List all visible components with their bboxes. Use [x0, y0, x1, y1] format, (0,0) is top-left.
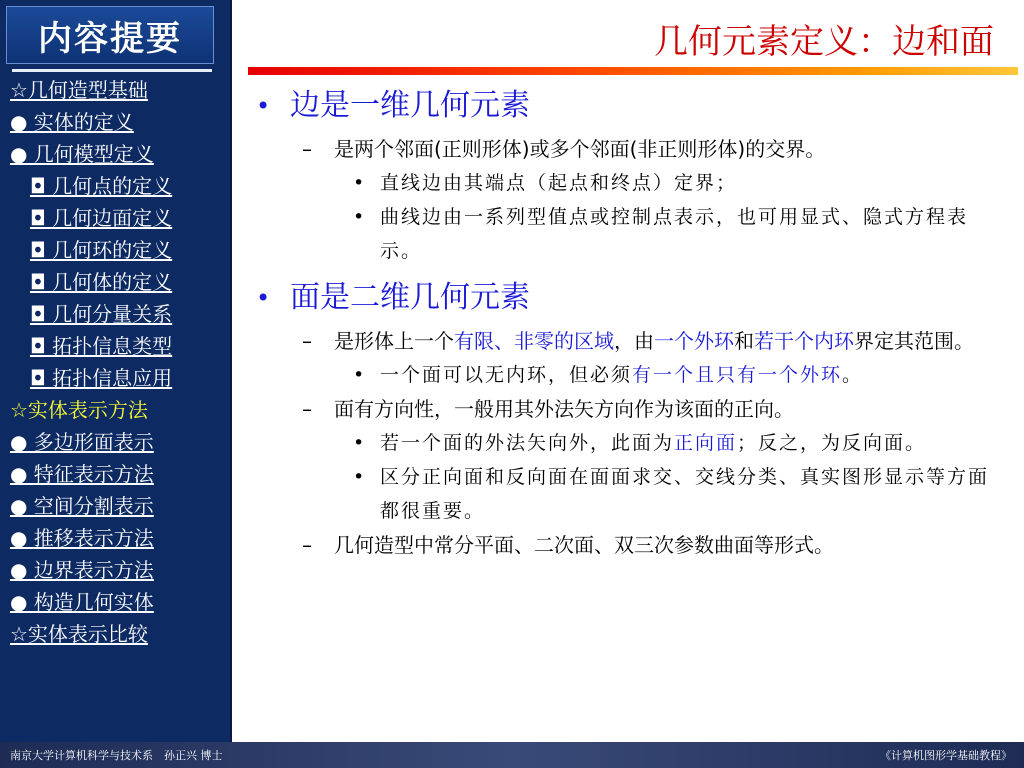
- sidebar-title: 内容提要: [38, 18, 182, 59]
- edge-heading-item: [250, 80, 995, 132]
- edge-curve-text: 曲线边由一系列型值点或控制点表示，也可用显式、隐式方程表示。: [380, 206, 969, 262]
- sidebar-item-2[interactable]: ● 几何模型定义: [10, 142, 154, 166]
- face-positive-item: [250, 426, 995, 460]
- sidebar-item-1[interactable]: ● 实体的定义: [10, 110, 134, 134]
- face-def-highlight-region: 有限、非零的区域: [454, 329, 614, 353]
- sidebar-divider: [12, 69, 212, 72]
- dash-marker: –: [302, 533, 312, 557]
- dash-marker: –: [302, 137, 312, 161]
- edge-curve-item: [250, 200, 995, 268]
- sidebar-item-15[interactable]: ● 边界表示方法: [10, 558, 154, 582]
- dash-marker: –: [302, 329, 312, 353]
- face-loop-highlight: 有一个且只有一个外环: [632, 364, 843, 386]
- sidebar-item-6[interactable]: ◘ 几何体的定义: [30, 270, 173, 294]
- face-importance-item: [250, 460, 995, 528]
- face-loop-item: [250, 358, 995, 392]
- sidebar-item-17[interactable]: ☆实体表示比较: [10, 622, 148, 646]
- face-def-mid2: 和: [734, 329, 754, 353]
- bullet-marker: •: [353, 206, 367, 228]
- face-loop-post: 。: [842, 364, 864, 386]
- footer-affiliation: 南京大学计算机科学与技术系 孙正兴 博士: [10, 749, 223, 762]
- face-def-mid1: ，由: [614, 329, 654, 353]
- sidebar-header: [6, 6, 214, 64]
- sidebar-item-4[interactable]: ◘ 几何边面定义: [30, 206, 173, 230]
- sidebar-item-10[interactable]: ☆实体表示方法: [10, 398, 148, 422]
- face-loop-pre: 一个面可以无内环，但必须: [380, 364, 633, 386]
- face-definition-item: [250, 324, 995, 358]
- edge-line-text: 直线边由其端点（起点和终点）定界；: [380, 172, 738, 194]
- face-heading: 面是二维几何元素: [290, 280, 530, 315]
- face-orientation-text: 面有方向性，一般用其外法矢方向作为该面的正向。: [334, 397, 794, 421]
- bullet-marker: •: [256, 284, 271, 312]
- face-def-highlight-outer-loop: 一个外环: [654, 329, 734, 353]
- slide-title: 几何元素定义：边和面: [654, 22, 994, 62]
- sidebar-item-9[interactable]: ◘ 拓扑信息应用: [30, 366, 173, 390]
- face-forms-text: 几何造型中常分平面、二次面、双三次参数曲面等形式。: [334, 533, 834, 557]
- face-forms-item: [250, 528, 995, 562]
- bullet-marker: •: [353, 364, 367, 386]
- sidebar-item-5[interactable]: ◘ 几何环的定义: [30, 238, 173, 262]
- sidebar-item-13[interactable]: ● 空间分割表示: [10, 494, 154, 518]
- sidebar-item-12[interactable]: ● 特征表示方法: [10, 462, 154, 486]
- bullet-marker: •: [353, 466, 367, 488]
- sidebar-item-8[interactable]: ◘ 拓扑信息类型: [30, 334, 173, 358]
- sidebar-item-3[interactable]: ◘ 几何点的定义: [30, 174, 173, 198]
- sidebar: [0, 0, 232, 742]
- sidebar-item-16[interactable]: ● 构造几何实体: [10, 590, 154, 614]
- face-def-post: 界定其范围。: [854, 329, 974, 353]
- bullet-marker: •: [256, 92, 271, 120]
- edge-definition: 是两个邻面(正则形体)或多个邻面(非正则形体)的交界。: [334, 137, 826, 161]
- face-def-pre: 是形体上一个: [334, 329, 454, 353]
- edge-line-item: [250, 166, 995, 200]
- dash-marker: –: [302, 397, 312, 421]
- bullet-marker: •: [353, 172, 367, 194]
- face-positive-pre: 若一个面的外法矢向外，此面为: [380, 432, 675, 454]
- sidebar-item-7[interactable]: ◘ 几何分量关系: [30, 302, 173, 326]
- face-heading-item: [250, 272, 995, 324]
- edge-heading: 边是一维几何元素: [290, 88, 530, 123]
- sidebar-item-11[interactable]: ● 多边形面表示: [10, 430, 154, 454]
- sidebar-nav: [10, 74, 228, 650]
- face-positive-highlight: 正向面: [674, 432, 738, 454]
- slide-content: [250, 80, 995, 562]
- sidebar-item-0[interactable]: ☆几何造型基础: [10, 78, 148, 102]
- footer-bar: [0, 742, 1024, 768]
- face-positive-post: ；反之，为反向面。: [737, 432, 927, 454]
- face-def-highlight-inner-loops: 若干个内环: [754, 329, 854, 353]
- edge-definition-item: [250, 132, 995, 166]
- footer-book-title: 《计算机图形学基础教程》: [880, 749, 1012, 762]
- face-importance-text: 区分正向面和反向面在面面求交、交线分类、真实图形显示等方面都很重要。: [380, 466, 990, 522]
- face-orientation-item: [250, 392, 995, 426]
- bullet-marker: •: [353, 432, 367, 454]
- sidebar-item-14[interactable]: ● 推移表示方法: [10, 526, 154, 550]
- title-underline-bar: [248, 67, 1018, 75]
